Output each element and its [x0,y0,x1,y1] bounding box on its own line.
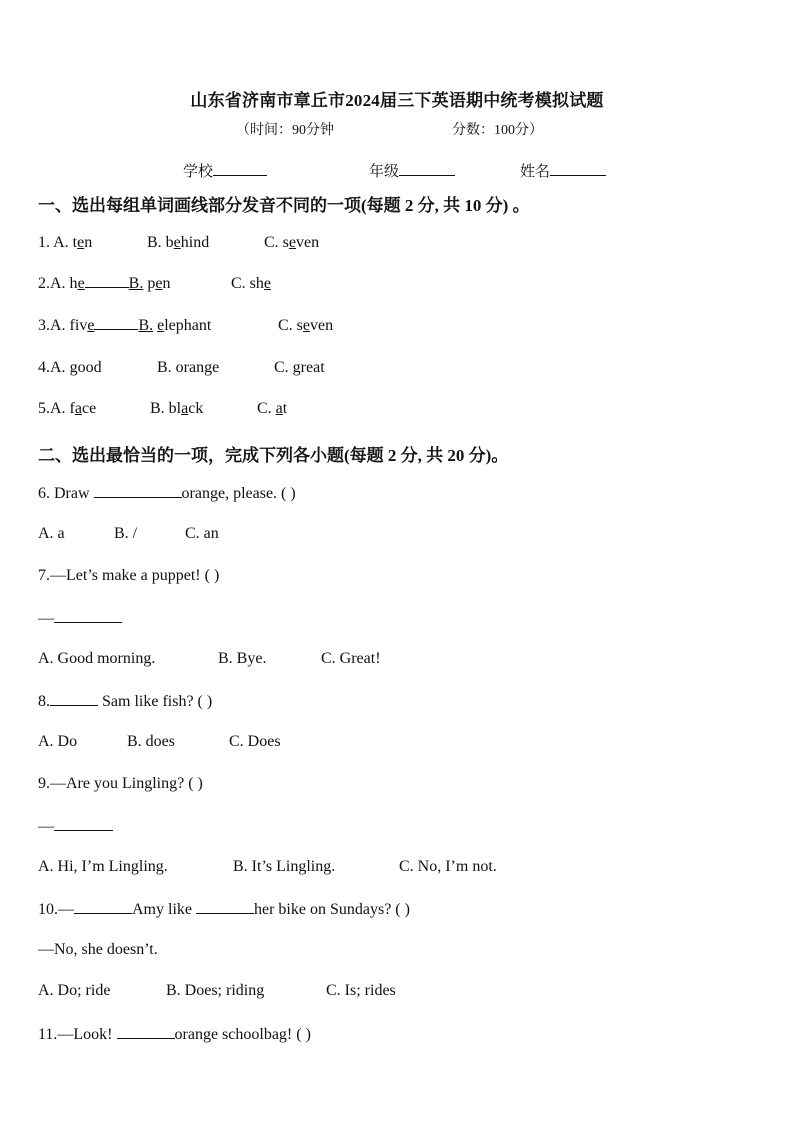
name-label: 姓名 [520,164,551,180]
question-8: 8. Sam like fish? ( ) [38,693,213,710]
question-11: 11.—Look! orange schoolbag! ( ) [38,1026,311,1043]
question-9: 9.—Are you Lingling? ( ) [38,775,203,792]
grade-field [369,160,455,181]
school-field [183,160,267,181]
section-2-heading: 二、选出最恰当的一项，完成下列各小题(每题 2 分, 共 20 分)。 [38,446,509,465]
section-1-heading: 一、选出每组单词画线部分发音不同的一项(每题 2 分, 共 10 分) 。 [38,196,530,215]
question-6: 6. Draw orange, please. ( ) [38,485,296,502]
question-7: 7.—Let’s make a puppet! ( ) [38,567,220,584]
grade-label: 年级 [369,164,400,180]
question-10: 10.— Amy like her bike on Sundays? ( ) [38,901,410,918]
exam-title: 山东省济南市章丘市2024届三下英语期中统考模拟试题 [190,91,604,110]
question-7-answer: — [38,608,122,628]
exam-time: （时间：90分钟 [236,123,334,138]
school-label: 学校 [183,164,214,180]
exam-score: 分数：100分） [452,123,543,138]
name-field [520,160,606,181]
question-10-answer: —No, she doesn’t. [38,941,158,958]
question-9-answer: — [38,816,113,836]
